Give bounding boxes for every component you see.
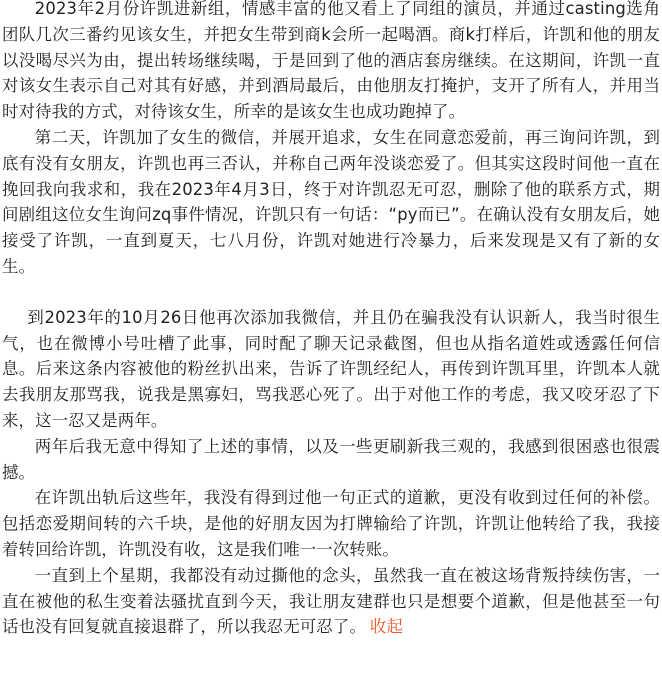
paragraph-1: 2023年2月份许凯进新组，情感丰富的他又看上了同组的演员，并通过casting选角团队几次三番约见该女生，并把女生带到商k会所一起喝酒。商k打样后，许凯和他的朋友以没喝尽兴为由，提出转场继续喝，于是回到了他的酒店套房继续。在这期间，许凯一直对该女生表示自己对其有好感，并到酒局最后，由他朋友打掩护，支开了所有人，并用当时对待我的方式，对待该女生，所幸的是该女生也成功跑掉了。 bbox=[2, 0, 660, 122]
paragraph-5: 在许凯出轨后这些年，我没有得到过他一句正式的道歉，更没有收到过任何的补偿。包括恋爱期间转的六千块，是他的好朋友因为打牌输给了许凯，许凯让他转给了我，我接着转回给许凯，许凯没有收，这是我们唯一一次转账。 bbox=[2, 488, 660, 559]
collapse-link[interactable]: 收起 bbox=[369, 617, 403, 637]
paragraph-6-text: 一直到上个星期，我都没有动过撕他的念头，虽然我一直在被这场背叛持续伤害，一直在被他的私生变着法骚扰直到今天，我让朋友建群也只是想要个道歉，但是他甚至一句话也没有回复就直接退群了，所以我忍无可忍了。 bbox=[2, 565, 660, 637]
paragraph-6 bbox=[0, 563, 662, 640]
paragraph-2: 第二天，许凯加了女生的微信，并展开追求，女生在同意恋爱前，再三询问许凯，到底有没有女朋友，许凯也再三否认，并称自己两年没谈恋爱了。但其实这段时间他一直在挽回我向我求和，我在2023年4月3日，终于对许凯忍无可忍，删除了他的联系方式，期间剧组这位女生询问zq事件情况，许凯只有一句话：“py而已”。在确认没有女朋友后，她接受了许凯，一直到夏天，七八月份，许凯对她进行冷暴力，后来发现是又有了新的女生。 bbox=[2, 127, 660, 276]
paragraph-4: 两年后我无意中得知了上述的事情，以及一些更刷新我三观的，我感到很困惑也很震撼。 bbox=[2, 436, 660, 482]
paragraph-3: 到2023年的10月26日他再次添加我微信，并且仍在骗我没有认识新人，我当时很生气，也在微博小号吐槽了此事，同时配了聊天记录截图，但也从指名道姓或透露任何信息。后来这条内容被他的粉丝扒出来，告诉了许凯经纪人，再传到许凯耳里，许凯本人就去我朋友那骂我，说我是黑寡妇，骂我恶心死了。出于对他工作的考虑，我又咬牙忍了下来，这一忍又是两年。 bbox=[2, 307, 660, 430]
